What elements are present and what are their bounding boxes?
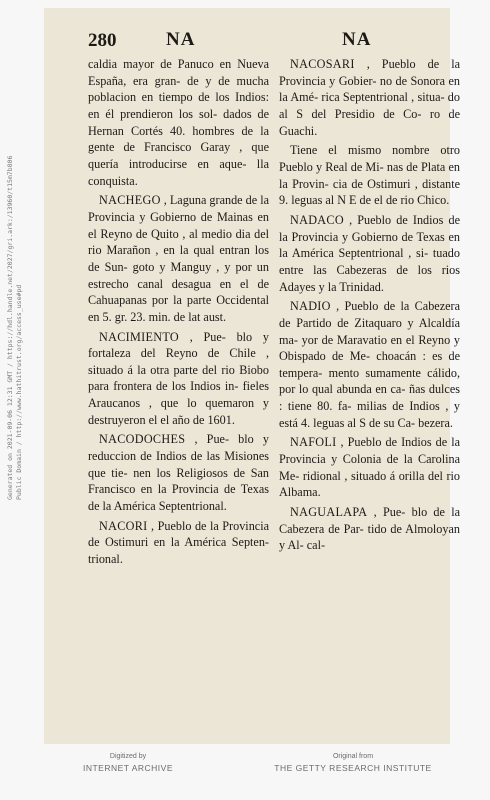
entry-text: , Laguna grande de la Provincia y Gobierno de Mainas en el Reyno de Quito , al medio dia del rio Marañon , en la qual entran los de Sun- goto y Manguy , y por un estrecho canal desagua en el de Cahuapanas por la parte Occidental en 5. gr. 23. min. de lat aust. [88, 193, 269, 324]
right-running-head: NA [342, 29, 372, 50]
left-column [88, 56, 269, 568]
entry-paragraph [88, 192, 269, 325]
entry-paragraph [88, 431, 269, 514]
page-number: 280 [88, 30, 117, 51]
entry-text: , Pueblo de la Provincia y Gobier- no de Sonora en la Amé- rica Septentrional , situa- do al S del Presidio de Co- ro de Guachi. [279, 57, 460, 138]
entry-headword: NAFOLI [290, 435, 337, 450]
entry-headword: NADIO [290, 299, 331, 314]
left-running-head: NA [166, 29, 196, 50]
entry-paragraph [279, 56, 460, 139]
getty-institute-label: THE GETTY RESEARCH INSTITUTE [274, 763, 432, 773]
internet-archive-label: INTERNET ARCHIVE [82, 763, 174, 773]
entry-text: , Pueblo de Indios de la Provincia y Gobierno de Texas en la América Septentrional , si- tuado entre las Cabezeras de los rios Adayes y la Trinidad. [279, 212, 460, 294]
hathitrust-side-note [6, 156, 24, 500]
entry-text: , Pue- blo de la Cabezera de Par- tido de Almoloyan y Al- cal- [279, 505, 460, 553]
entry-paragraph [279, 504, 460, 554]
side-note-line: Public Domain / http://www.hathitrust.org/access_use#pd [15, 284, 23, 500]
entry-headword: NAGUALAPA [290, 505, 368, 520]
entry-text: Tiene el mismo nombre otro Pueblo y Real de Mi- nas de Plata en la Provin- cia de Ostimuri , distante 9. leguas al N E de el de rio Chico. [279, 143, 460, 208]
entry-headword: NADACO [290, 212, 344, 227]
entry-headword: NACORI [99, 518, 148, 533]
original-from-label: Original from [332, 753, 374, 760]
entry-paragraph [279, 434, 460, 501]
entry-paragraph [279, 142, 460, 209]
footer-digitizer [58, 752, 198, 774]
entry-text: , Pueblo de la Provincia de Ostimuri en la América Septen- trional. [88, 518, 269, 567]
entry-paragraph [279, 212, 460, 295]
side-note-line: Generated on 2021-09-06 12:31 GMT / https://hdl.handle.net/2027/gri.ark:/13960/t15m7b806 [6, 155, 14, 500]
entry-text: , Pue- blo y fortaleza del Reyno de Chile , situado á la otra parte del rio Biobo para frontera de los Indios in- fieles Araucanos , que lo quemaron y destruyeron el el año de 1601. [88, 329, 269, 427]
digitized-by-label: Digitized by [109, 753, 147, 760]
entry-paragraph [88, 518, 269, 568]
footer [0, 752, 490, 792]
entry-headword: NACHEGO [99, 193, 161, 208]
page-header [88, 30, 450, 54]
entry-text: , Pue- blo y reduccion de Indios de las Misiones que tie- nen los Religiosos de San Francisco en la Provincia de Texas de la América Septentrional. [88, 432, 269, 514]
entry-paragraph [88, 56, 269, 189]
entry-headword: NACIMIENTO [99, 329, 179, 344]
entry-headword: NACODOCHES [99, 432, 186, 447]
entry-text: caldia mayor de Panuco en Nueva España, era gran- de y de mucha poblacion en tiempo de los Indios: en él prendieron los sol- dados de Hernan Cortés 40. hombres de la gente de Francisco Garay , que quería introducirse en aque- lla conquista. [88, 57, 269, 188]
entry-text: , Pueblo de Indios de la Provincia y Colonia de la Carolina Me- ridional , situado á orilla del rio Albama. [279, 435, 460, 500]
entry-text: , Pueblo de la Cabezera de Partido de Zitaquaro y Alcaldía ma- yor de Maravatio en el Reyno y Obispado de Me- choacán : es de tempera- mento sumamente cálido, por lo qual abunda en ca- ñas dulces : tiene 80. fa- milias de Indios , y está 4. leguas al S de su Ca- bezera. [279, 299, 460, 430]
footer-source [268, 752, 438, 774]
right-column [279, 56, 460, 554]
entry-paragraph [279, 298, 460, 431]
entry-headword: NACOSARI [290, 57, 355, 71]
entry-paragraph [88, 329, 269, 429]
